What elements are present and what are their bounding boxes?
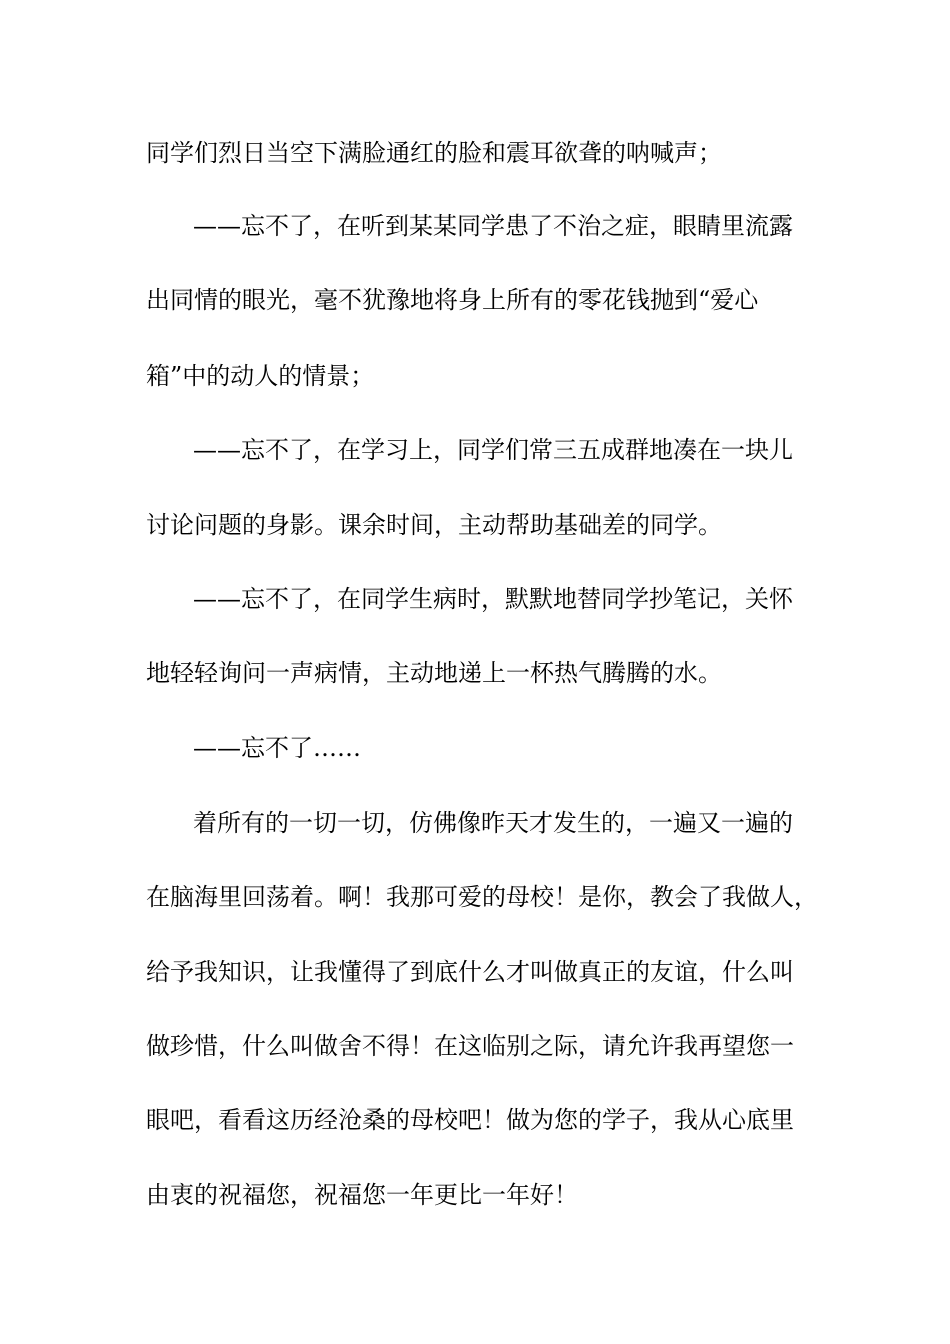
text-line: 出同情的眼光，毫不犹豫地将身上所有的零花钱抛到“爱心 bbox=[146, 286, 759, 314]
text-line: 给予我知识，让我懂得了到底什么才叫做真正的友谊，什么叫 bbox=[146, 958, 794, 986]
text-line: ——忘不了，在同学生病时，默默地替同学抄笔记，关怀 bbox=[193, 585, 793, 613]
text-line: 做珍惜，什么叫做舍不得！在这临别之际，请允许我再望您一 bbox=[146, 1032, 794, 1060]
text-line: ——忘不了，在学习上，同学们常三五成群地凑在一块儿 bbox=[193, 436, 793, 464]
text-line: 着所有的一切一切，仿佛像昨天才发生的，一遍又一遍的 bbox=[193, 809, 793, 837]
text-line: ——忘不了，在听到某某同学患了不治之症，眼睛里流露 bbox=[193, 212, 793, 240]
text-line: 箱”中的动人的情景； bbox=[146, 362, 375, 390]
text-line: 讨论问题的身影。课余时间，主动帮助基础差的同学。 bbox=[146, 511, 722, 539]
text-line: 地轻轻询问一声病情，主动地递上一杯热气腾腾的水。 bbox=[146, 659, 722, 687]
text-line: 眼吧，看看这历经沧桑的母校吧！做为您的学子，我从心底里 bbox=[146, 1106, 794, 1134]
text-line: 由衷的祝福您，祝福您一年更比一年好！ bbox=[146, 1181, 578, 1209]
text-line: 在脑海里回荡着。啊！我那可爱的母校！是你，教会了我做人， bbox=[146, 883, 818, 911]
text-line: ——忘不了…… bbox=[193, 734, 361, 762]
text-line: 同学们烈日当空下满脸通红的脸和震耳欲聋的呐喊声； bbox=[146, 139, 722, 167]
